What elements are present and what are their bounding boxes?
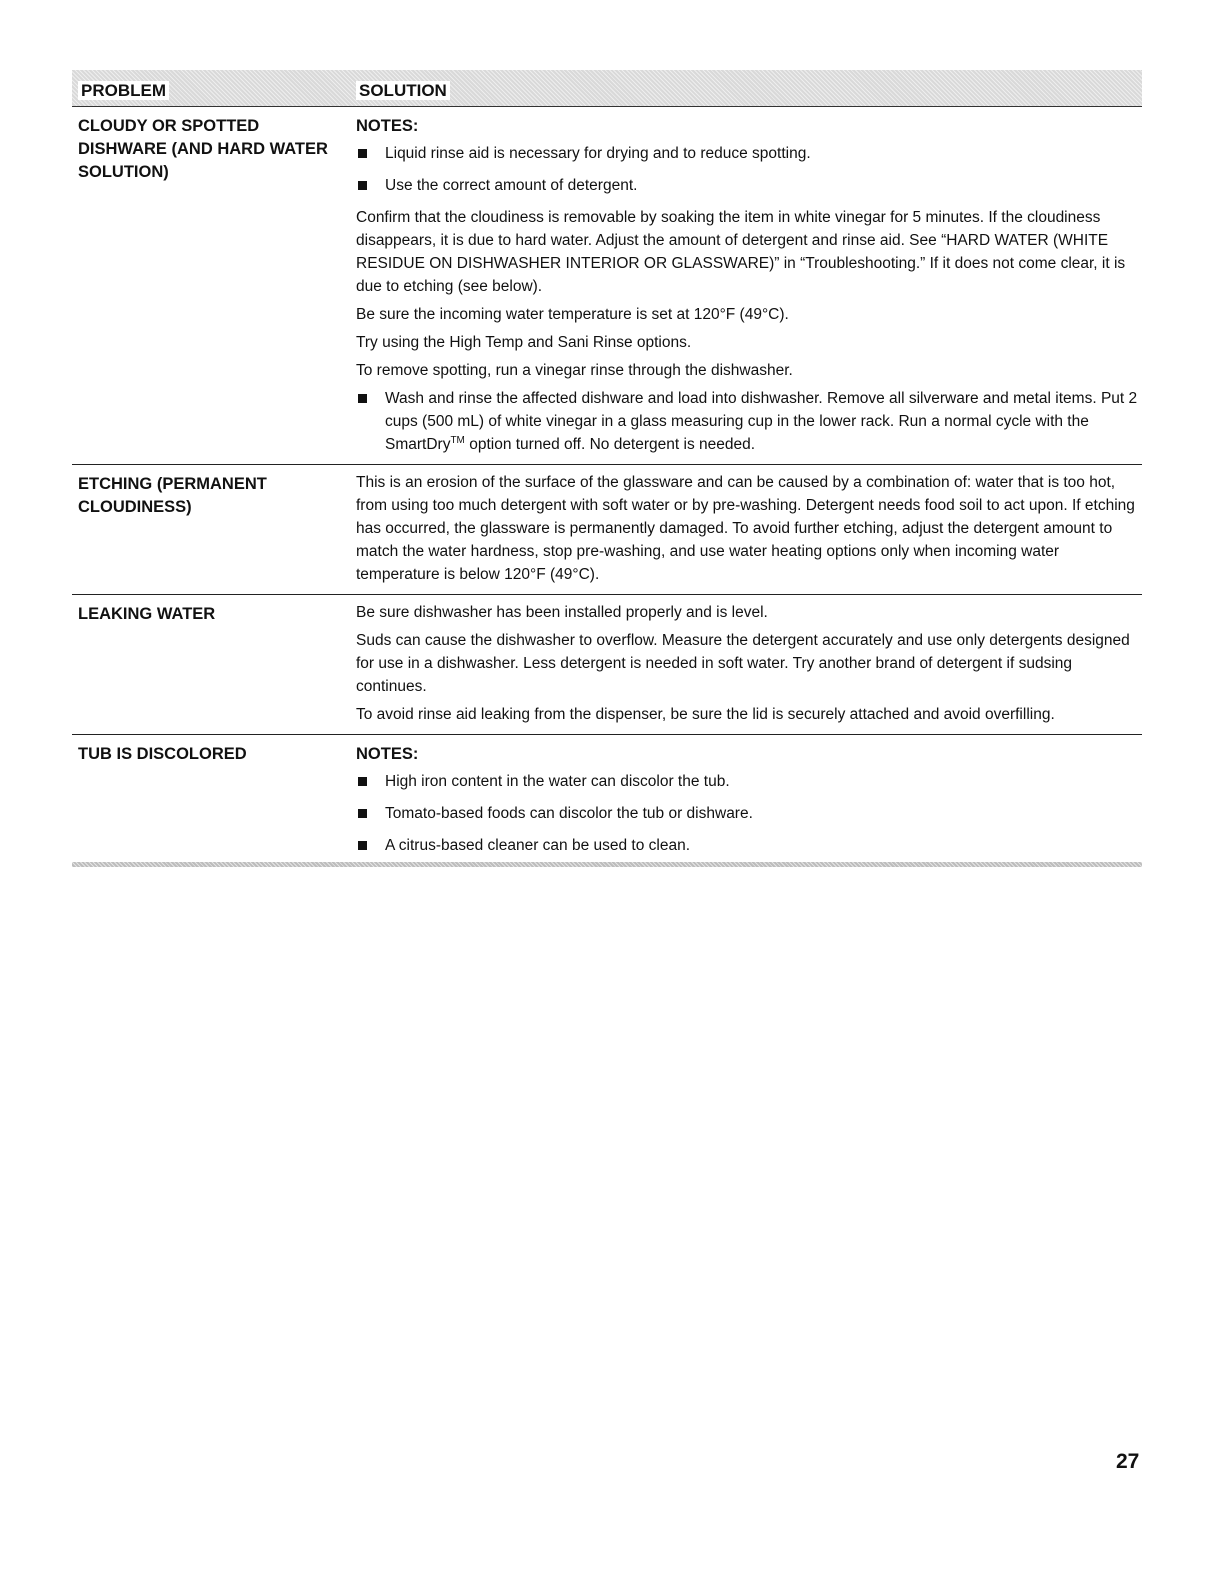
- solution-cell: [342, 741, 1142, 857]
- list-item: A citrus-based cleaner can be used to clean.: [356, 834, 1142, 857]
- paragraph: Try using the High Temp and Sani Rinse options.: [356, 334, 692, 351]
- table-row: [72, 735, 1142, 863]
- bullet-icon: [356, 387, 385, 456]
- header-problem: PROBLEM: [72, 81, 350, 106]
- page-number: 27: [1116, 1450, 1140, 1473]
- header-solution: SOLUTION: [350, 81, 1142, 106]
- problem-label: LEAKING WATER: [78, 605, 216, 623]
- notes-label: NOTES:: [356, 117, 419, 135]
- problem-label: CLOUDY OR SPOTTED DISHWARE (AND HARD WATER SOLUTION): [78, 117, 328, 181]
- table-header: [72, 70, 1142, 107]
- bullet-icon: [356, 142, 385, 165]
- list-item: Liquid rinse aid is necessary for drying and to reduce spotting.: [356, 142, 1142, 165]
- bullet-icon: [356, 834, 385, 857]
- problem-label: ETCHING (PERMANENT CLOUDINESS): [78, 475, 267, 516]
- paragraph: To avoid rinse aid leaking from the dispenser, be sure the lid is securely attached and avoid overfilling.: [356, 706, 1055, 723]
- table-bottom-rule: [72, 862, 1142, 867]
- list-item: High iron content in the water can discolor the tub.: [356, 770, 1142, 793]
- bullet-icon: [356, 802, 385, 825]
- table-row: [72, 465, 1142, 595]
- list-item: Use the correct amount of detergent.: [356, 174, 1142, 197]
- troubleshooting-table: [72, 70, 1142, 867]
- problem-label: TUB IS DISCOLORED: [78, 745, 247, 763]
- solution-cell: [342, 113, 1142, 456]
- trademark-mark: TM: [450, 434, 465, 446]
- table-row: [72, 107, 1142, 465]
- list-item: Wash and rinse the affected dishware and load into dishwasher. Remove all silverware and metal items. Put 2 cups (500 mL) of white vinegar in a glass measuring cup in the lower rack. Run a normal cycle with the SmartDry™ option turned off. No detergent is needed.: [356, 387, 1142, 456]
- notes-label: NOTES:: [356, 745, 419, 763]
- solution-cell: [342, 471, 1142, 586]
- paragraph: To remove spotting, run a vinegar rinse through the dishwasher.: [356, 362, 793, 379]
- paragraph: Be sure dishwasher has been installed properly and is level.: [356, 604, 768, 621]
- paragraph: Be sure the incoming water temperature is set at 120°F (49°C).: [356, 306, 789, 323]
- paragraph: Suds can cause the dishwasher to overflow. Measure the detergent accurately and use only detergents designed for use in a dishwasher. Less detergent is needed in soft water. Try another brand of detergent if sudsing continues.: [356, 632, 1130, 695]
- bullet-icon: [356, 770, 385, 793]
- table-row: [72, 595, 1142, 735]
- bullet-icon: [356, 174, 385, 197]
- paragraph: Confirm that the cloudiness is removable by soaking the item in white vinegar for 5 minutes. If the cloudiness disappears, it is due to hard water. Adjust the amount of detergent and rinse aid. See “HARD WATER (WHITE RESIDUE ON DISHWASHER INTERIOR OR GLASSWARE)” in “Troubleshooting.” If it does not come clear, it is due to etching (see below).: [356, 209, 1126, 295]
- solution-cell: [342, 601, 1142, 726]
- list-item: Tomato-based foods can discolor the tub or dishware.: [356, 802, 1142, 825]
- paragraph: This is an erosion of the surface of the glassware and can be caused by a combination of: water that is too hot, from using too much detergent with soft water or by pre-washing. Detergent needs food soil to act upon. If etching has occurred, the glassware is permanently damaged. To avoid further etching, adjust the detergent amount to match the water hardness, stop pre-washing, and use water heating options only when incoming water temperature is below 120°F (49°C).: [356, 474, 1135, 583]
